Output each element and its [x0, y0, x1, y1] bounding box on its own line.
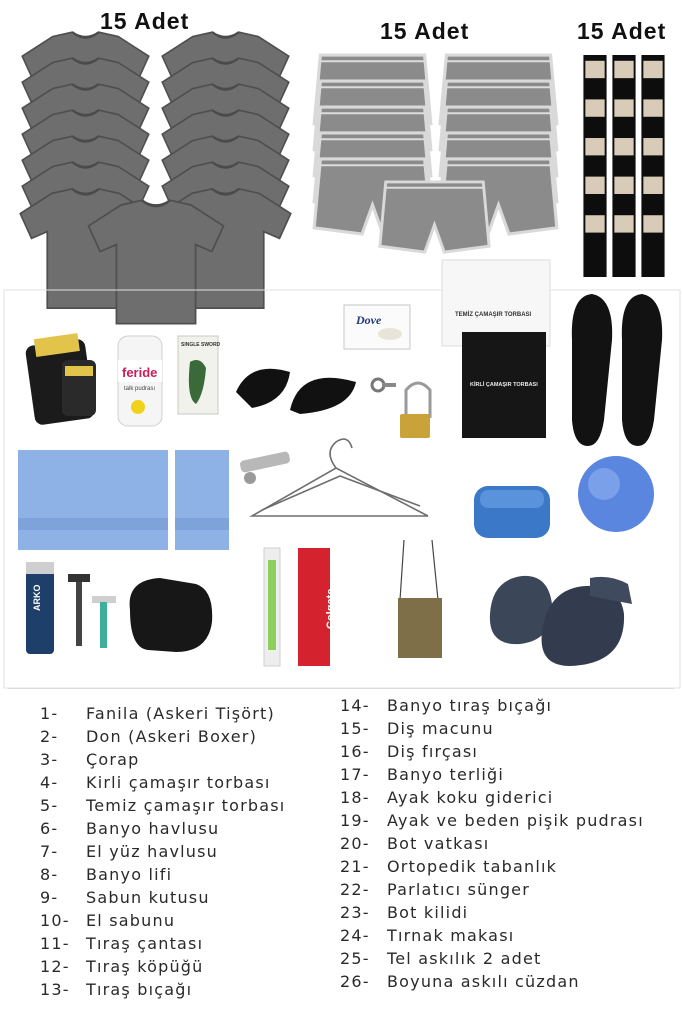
- list-item: 17- Banyo terliği: [340, 765, 505, 784]
- list-item: 20- Bot vatkası: [340, 834, 490, 853]
- svg-text:TEMİZ ÇAMAŞIR TORBASI: TEMİZ ÇAMAŞIR TORBASI: [455, 312, 532, 318]
- orthopedic-insoles: [572, 294, 662, 446]
- list-item: 1- Fanila (Askeri Tişört): [40, 704, 275, 723]
- boxer-stack: [314, 55, 557, 252]
- svg-text:ARKO: ARKO: [32, 584, 42, 611]
- list-item: 19- Ayak ve beden pişik pudrası: [340, 811, 644, 830]
- svg-text:SINGLE SWORD: SINGLE SWORD: [181, 342, 221, 348]
- dirty-laundry-bag: [462, 332, 546, 438]
- list-item: 14- Banyo tıraş bıçağı: [340, 696, 553, 715]
- list-item: 18- Ayak koku giderici: [340, 788, 554, 807]
- list-item: 23- Bot kilidi: [340, 903, 469, 922]
- list-item: 7- El yüz havlusu: [40, 842, 219, 861]
- divider: [8, 688, 674, 689]
- list-item: 21- Ortopedik tabanlık: [340, 857, 558, 876]
- socks-quantity-label: 15 Adet: [577, 18, 667, 44]
- svg-text:Colgate: Colgate: [325, 588, 337, 629]
- svg-text:feride: feride: [122, 365, 158, 380]
- toothbrush: [264, 548, 280, 666]
- list-item: 9- Sabun kutusu: [40, 888, 210, 907]
- list-item: 16- Diş fırçası: [340, 742, 479, 761]
- list-item: 3- Çorap: [40, 750, 140, 769]
- soap-dish: [474, 486, 550, 538]
- list-item: 22- Parlatıcı sünger: [340, 880, 531, 899]
- list-item: 5- Temiz çamaşır torbası: [40, 796, 286, 815]
- bath-puff: [578, 456, 654, 532]
- list-item: 15- Diş macunu: [340, 719, 494, 738]
- list-item: 4- Kirli çamaşır torbası: [40, 773, 271, 792]
- svg-text:talk pudrası: talk pudrası: [124, 386, 156, 392]
- shaving-bag: [130, 578, 213, 652]
- bath-towel: [18, 450, 168, 550]
- foot-deodorizer: [178, 336, 221, 414]
- shoe-shine-sponge: [25, 333, 96, 426]
- svg-text:Dove: Dove: [356, 313, 382, 327]
- boxer-quantity-label: 15 Adet: [380, 18, 470, 44]
- tshirt-quantity-label: 15 Adet: [100, 8, 190, 34]
- razors: [68, 574, 116, 648]
- list-item: 26- Boyuna askılı cüzdan: [340, 972, 580, 991]
- list-item: 2- Don (Askeri Boxer): [40, 727, 258, 746]
- talc-bottle: [118, 336, 162, 426]
- list-item: 13- Tıraş bıçağı: [40, 980, 193, 999]
- svg-text:KİRLİ ÇAMAŞIR TORBASI: KİRLİ ÇAMAŞIR TORBASI: [470, 382, 538, 388]
- list-item: 12- Tıraş köpüğü: [40, 957, 204, 976]
- list-item: 8- Banyo lifi: [40, 865, 173, 884]
- shaving-foam: [26, 562, 54, 654]
- boot-lock: [372, 379, 430, 438]
- boot-pads: [236, 369, 356, 414]
- nail-clipper: [239, 451, 290, 484]
- item-list-left: [40, 702, 340, 1001]
- soap-box: [344, 305, 410, 349]
- list-item: 11- Tıraş çantası: [40, 934, 204, 953]
- item-list-right: [340, 694, 675, 993]
- neck-wallet: [398, 540, 442, 658]
- list-item: 24- Tırnak makası: [340, 926, 515, 945]
- list-item: 25- Tel askılık 2 adet: [340, 949, 542, 968]
- toothpaste: [298, 548, 337, 666]
- bath-slippers: [490, 576, 632, 666]
- socks-stack: [583, 55, 664, 277]
- hand-towel: [175, 450, 229, 550]
- list-item: 10- El sabunu: [40, 911, 176, 930]
- list-item: 6- Banyo havlusu: [40, 819, 220, 838]
- wire-hangers: [252, 439, 428, 516]
- tshirt-stack: [20, 32, 291, 323]
